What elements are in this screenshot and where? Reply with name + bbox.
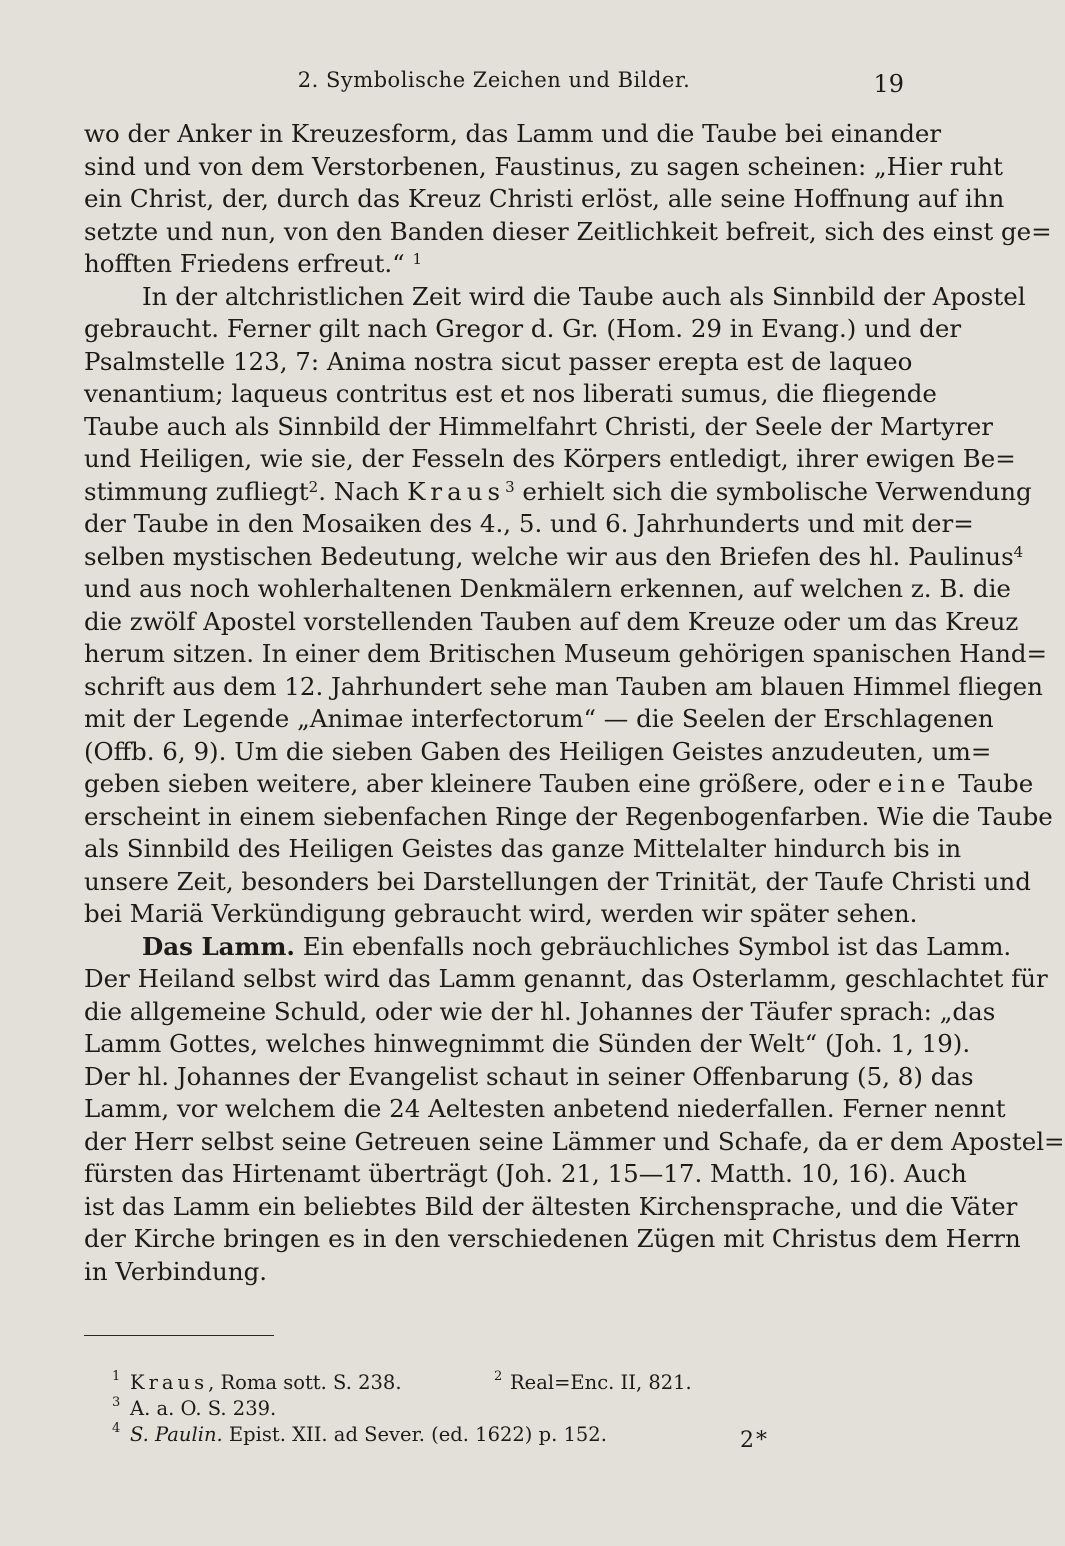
text-line: Lamm Gottes, welches hinwegnimmt die Sünden der Welt“ (Joh. 1, 19). — [84, 1029, 971, 1058]
text-line: unsere Zeit, besonders bei Darstellungen der Trinität, der Taufe Christi und — [84, 866, 1031, 896]
text-line: (Offb. 6, 9). Um die sieben Gaben des Heiligen Geistes anzudeuten, um= — [84, 736, 992, 766]
text-line: fürsten das Hirtenamt überträgt (Joh. 21, 15—17. Matth. 10, 16). Auch — [84, 1159, 967, 1188]
text-line: als Sinnbild des Heiligen Geistes das ganze Mittelalter hindurch bis in — [84, 834, 962, 863]
text-line: und aus noch wohlerhaltenen Denkmälern erkennen, auf welchen z. B. die — [84, 574, 1011, 603]
footnote-ref: 3 — [505, 477, 515, 496]
text-line: erscheint in einem siebenfachen Ringe der Regenbogenfarben. Wie die Taube — [84, 801, 1053, 831]
text-line: venantium; laqueus contritus est et nos liberati sumus, die fliegende — [84, 379, 937, 408]
running-head: 2. Symbolische Zeichen und Bilder. — [297, 68, 691, 92]
text-line: und Heiligen, wie sie, der Fesseln des Körpers entledigt, ihrer ewigen Be= — [84, 444, 1016, 473]
text-line: ist das Lamm ein beliebtes Bild der ältesten Kirchensprache, und die Väter — [84, 1191, 1018, 1221]
text-line: in Verbindung. — [84, 1256, 268, 1286]
paragraph-1 — [84, 118, 1052, 281]
footnotes — [112, 1369, 830, 1448]
text-line: Taube auch als Sinnbild der Himmelfahrt Christi, der Seele der Martyrer — [84, 411, 993, 441]
text-run: hofften Friedens erfreut.“ — [84, 249, 405, 278]
text-line: Lamm, vor welchem die 24 Aeltesten anbetend niederfallen. Ferner nennt — [84, 1094, 1006, 1123]
page-header — [84, 68, 904, 104]
footnote-mark: 1 — [112, 1369, 121, 1384]
text-line: Der Heiland selbst wird das Lamm genannt, das Osterlamm, geschlachtet für — [84, 964, 1048, 993]
footnote-separator — [84, 1335, 274, 1336]
text-run: . Nach — [318, 476, 408, 506]
emphasis: eine — [877, 769, 951, 798]
text-run: geben sieben weitere, aber kleinere Tauben eine größere, oder — [84, 769, 878, 798]
main-text — [84, 118, 1065, 1288]
text-run: Taube — [950, 769, 1034, 798]
text-line: sind und von dem Verstorbenen, Faustinus, zu sagen scheinen: „Hier ruht — [84, 151, 1004, 181]
text-line: wo der Anker in Kreuzesform, das Lamm und die Taube bei einander — [84, 119, 942, 148]
text-line — [84, 476, 1032, 509]
footnote-mark: 2 — [494, 1369, 503, 1384]
page-number: 19 — [873, 70, 904, 98]
footnote-text: , Roma sott. S. 238. — [208, 1371, 402, 1394]
paragraph-2 — [84, 281, 1053, 931]
author-name: Kraus — [407, 476, 506, 506]
text-line: gebraucht. Ferner gilt nach Gregor d. Gr. (Hom. 29 in Evang.) und der — [84, 314, 962, 343]
footnote-ref: 4 — [1013, 542, 1024, 561]
footnote-ref: 1 — [412, 250, 422, 268]
footnote-author: S. Paulin. — [130, 1423, 223, 1446]
text-line: ein Christ, der, durch das Kreuz Christi erlöst, alle seine Hoffnung auf ihn — [84, 184, 1005, 213]
text-line: herum sitzen. In einer dem Britischen Museum gehörigen spanischen Hand= — [84, 639, 1048, 668]
paragraph-3 — [84, 931, 1065, 1289]
text-run: selben mystischen Bedeutung, welche wir aus den Briefen des hl. Paulinus — [84, 541, 1014, 571]
text-line — [84, 541, 1024, 574]
footnote-text: Real=Enc. II, 821. — [510, 1371, 692, 1394]
footnote-author: Kraus — [130, 1371, 209, 1394]
footnote-text: A. a. O. S. 239. — [130, 1397, 277, 1420]
text-line: der Kirche bringen es in den verschiedenen Zügen mit Christus dem Herrn — [84, 1224, 1021, 1253]
text-line: Psalmstelle 123, 7: Anima nostra sicut passer erepta est de laqueo — [84, 346, 913, 376]
text-line: die zwölf Apostel vorstellenden Tauben auf dem Kreuze oder um das Kreuz — [84, 606, 1019, 636]
footnote-text: Epist. XII. ad Sever. (ed. 1622) p. 152. — [222, 1423, 607, 1446]
text-run: erhielt sich die symbolische Verwendung — [514, 476, 1032, 506]
footnote-mark: 3 — [112, 1395, 121, 1410]
text-line: mit der Legende „Animae interfectorum“ — die Seelen der Erschlagenen — [84, 704, 994, 733]
text-run: Ein ebenfalls noch gebräuchliches Symbol ist das Lamm. — [294, 931, 1012, 961]
text-line — [84, 931, 1012, 964]
footnote-2 — [494, 1369, 692, 1396]
footnote-1 — [112, 1369, 402, 1394]
text-line: Der hl. Johannes der Evangelist schaut in seiner Offenbarung (5, 8) das — [84, 1061, 974, 1091]
footnote-ref: 2 — [308, 477, 319, 496]
text-line: die allgemeine Schuld, oder wie der hl. Johannes der Täufer sprach: „das — [84, 996, 996, 1026]
text-line: setzte und nun, von den Banden dieser Zeitlichkeit befreit, sich des einst ge= — [84, 216, 1052, 246]
signature-mark: 2* — [740, 1428, 769, 1453]
section-run-in-heading: Das Lamm. — [142, 931, 295, 961]
text-line — [84, 768, 1034, 801]
text-line: In der altchristlichen Zeit wird die Taube auch als Sinnbild der Apostel — [142, 281, 1026, 311]
footnote-3 — [112, 1395, 830, 1422]
text-line: der Herr selbst seine Getreuen seine Lämmer und Schafe, da er dem Apostel= — [84, 1126, 1065, 1156]
text-line — [84, 248, 904, 281]
footnote-mark: 4 — [112, 1421, 121, 1436]
text-line: der Taube in den Mosaiken des 4., 5. und 6. Jahrhunderts und mit der= — [84, 509, 974, 538]
text-run: stimmung zufliegt — [84, 476, 309, 506]
text-line: bei Mariä Verkündigung gebraucht wird, werden wir später sehen. — [84, 899, 918, 928]
text-line: schrift aus dem 12. Jahrhundert sehe man Tauben am blauen Himmel fliegen — [84, 671, 1043, 701]
footnote-4 — [112, 1421, 830, 1448]
footnote-row — [112, 1369, 830, 1396]
